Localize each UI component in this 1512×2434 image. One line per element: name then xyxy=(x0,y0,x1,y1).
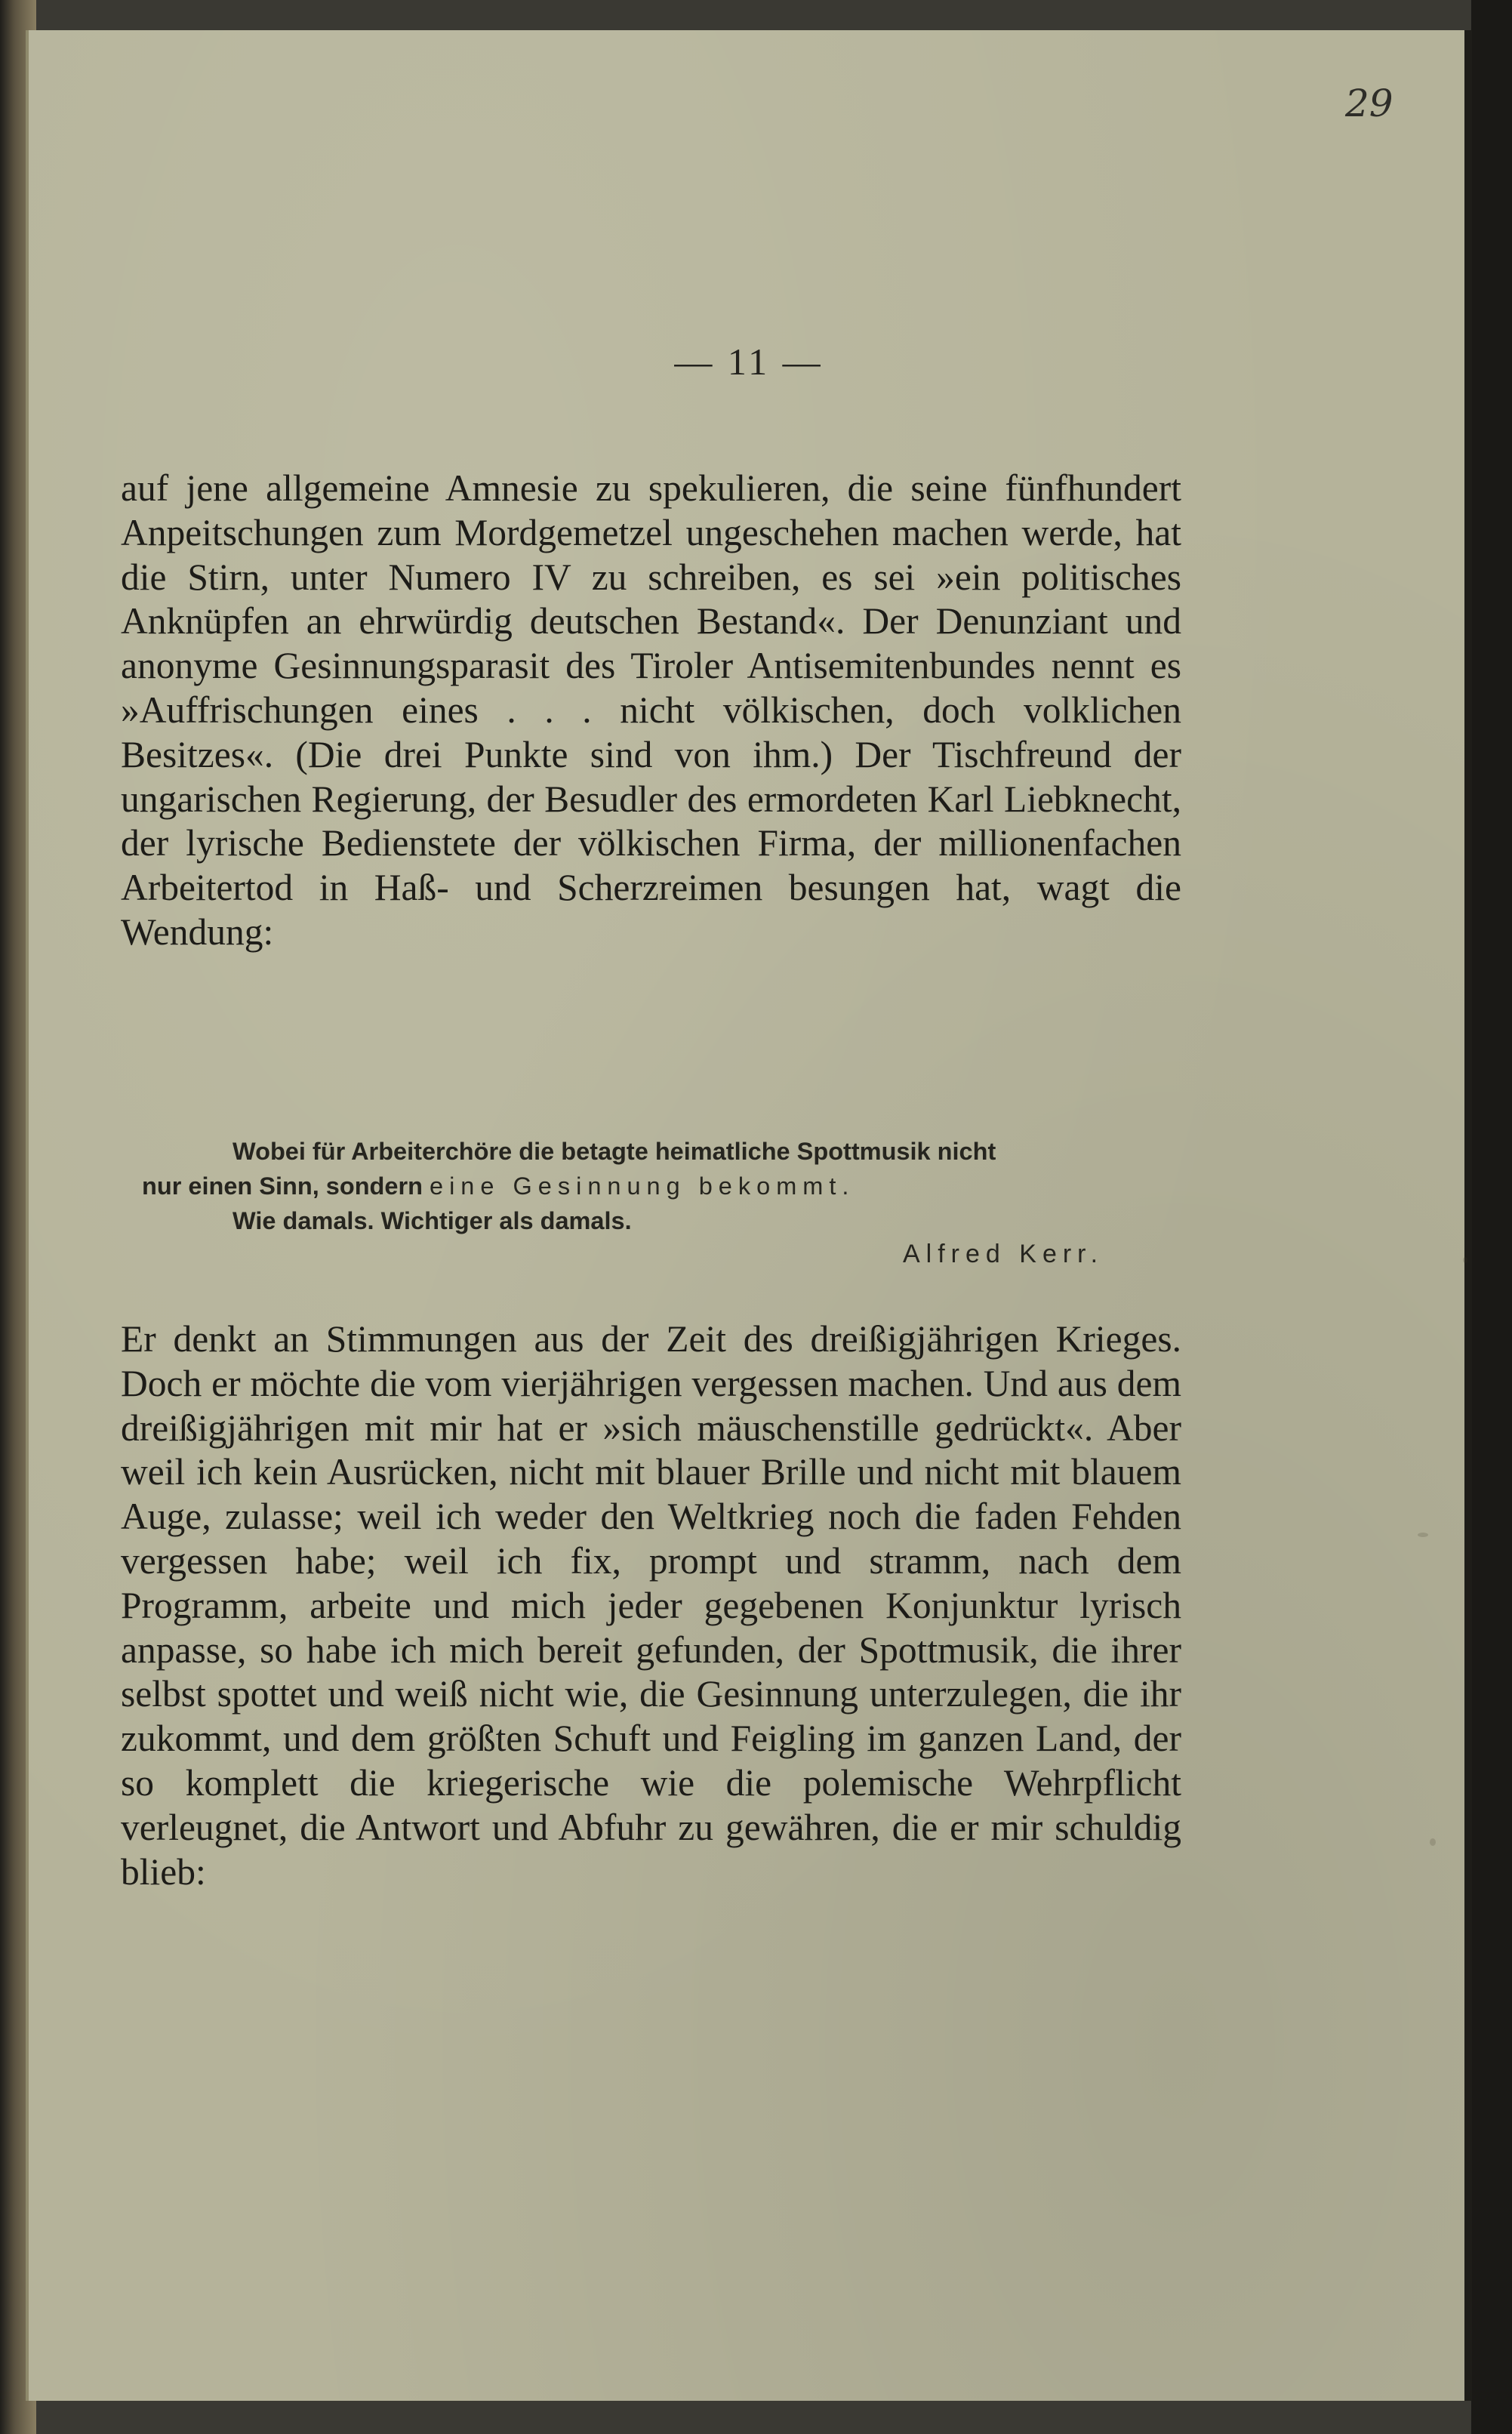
archive-page-number: 29 xyxy=(1345,82,1393,125)
page-folio: — 11 — xyxy=(674,340,824,383)
quote-line-3: Wie damals. Wichtiger als damals. xyxy=(232,1207,632,1234)
page-stain xyxy=(1418,1533,1428,1537)
paragraph-1: auf jene allgemeine Amnesie zu spekulieren, die seine fünfhundert Anpeitschungen zum Mordgemetzel ungeschehen machen werde, hat die Stirn, unter Numero IV zu schreiben, es sei »ein politisches Anknüpfen an ehrwürdig deutschen Bestand«. Der Denunziant und anonyme Gesinnungsparasit des Tiroler Antisemitenbundes nennt es »Auffrischungen eines . . . nicht völkischen, doch volklichen Besitzes«. (Die drei Punkte sind von ihm.) Der Tischfreund der ungarischen Regierung, der Besudler des ermordeten Karl Liebknecht, der lyrische Bedienstete der völkischen Firma, der millionenfachen Arbeitertod in Haß- und Scherzreimen besungen hat, wagt die Wendung: xyxy=(121,467,1181,953)
scan-edge xyxy=(1471,0,1512,2434)
quote-line-2-start: nur einen Sinn, sondern xyxy=(142,1172,423,1200)
quote-attribution: Alfred Kerr. xyxy=(903,1240,1104,1268)
quote-line-2 xyxy=(142,1169,1184,1203)
quote-line-2-spaced: eine Gesinnung bekommt. xyxy=(430,1172,855,1200)
page-stain xyxy=(1430,1838,1436,1846)
quote-line-1: Wobei für Arbeiterchöre die betagte heimatliche Spottmusik nicht xyxy=(232,1138,996,1165)
paragraph-2: Er denkt an Stimmungen aus der Zeit des dreißigjährigen Krieges. Doch er möchte die vom vierjährigen vergessen machen. Und aus dem dreißigjährigen mit mir hat er »sich mäuschenstille gedrückt«. Aber weil ich kein Ausrücken, nicht mit blauer Brille und nicht mit blauem Auge, zulasse; weil ich weder den Weltkrieg noch die faden Fehden vergessen habe; weil ich fix, prompt und stramm, nach dem Programm, arbeite und mich jeder gegebenen Konjunktur lyrisch anpasse, so habe ich mich bereit gefunden, der Spottmusik, die ihrer selbst spottet und weiß nicht wie, die Gesinnung unterzulegen, die ihr zukommt, und dem größten Schuft und Feigling im ganzen Land, der so komplett die kriegerische wie die polemische Wehrpflicht verleugnet, die Antwort und Abfuhr zu gewähren, die er mir schuldig blieb: xyxy=(121,1318,1181,1893)
kerr-quote xyxy=(142,1134,1184,1238)
page-stain xyxy=(1463,1257,1467,1263)
